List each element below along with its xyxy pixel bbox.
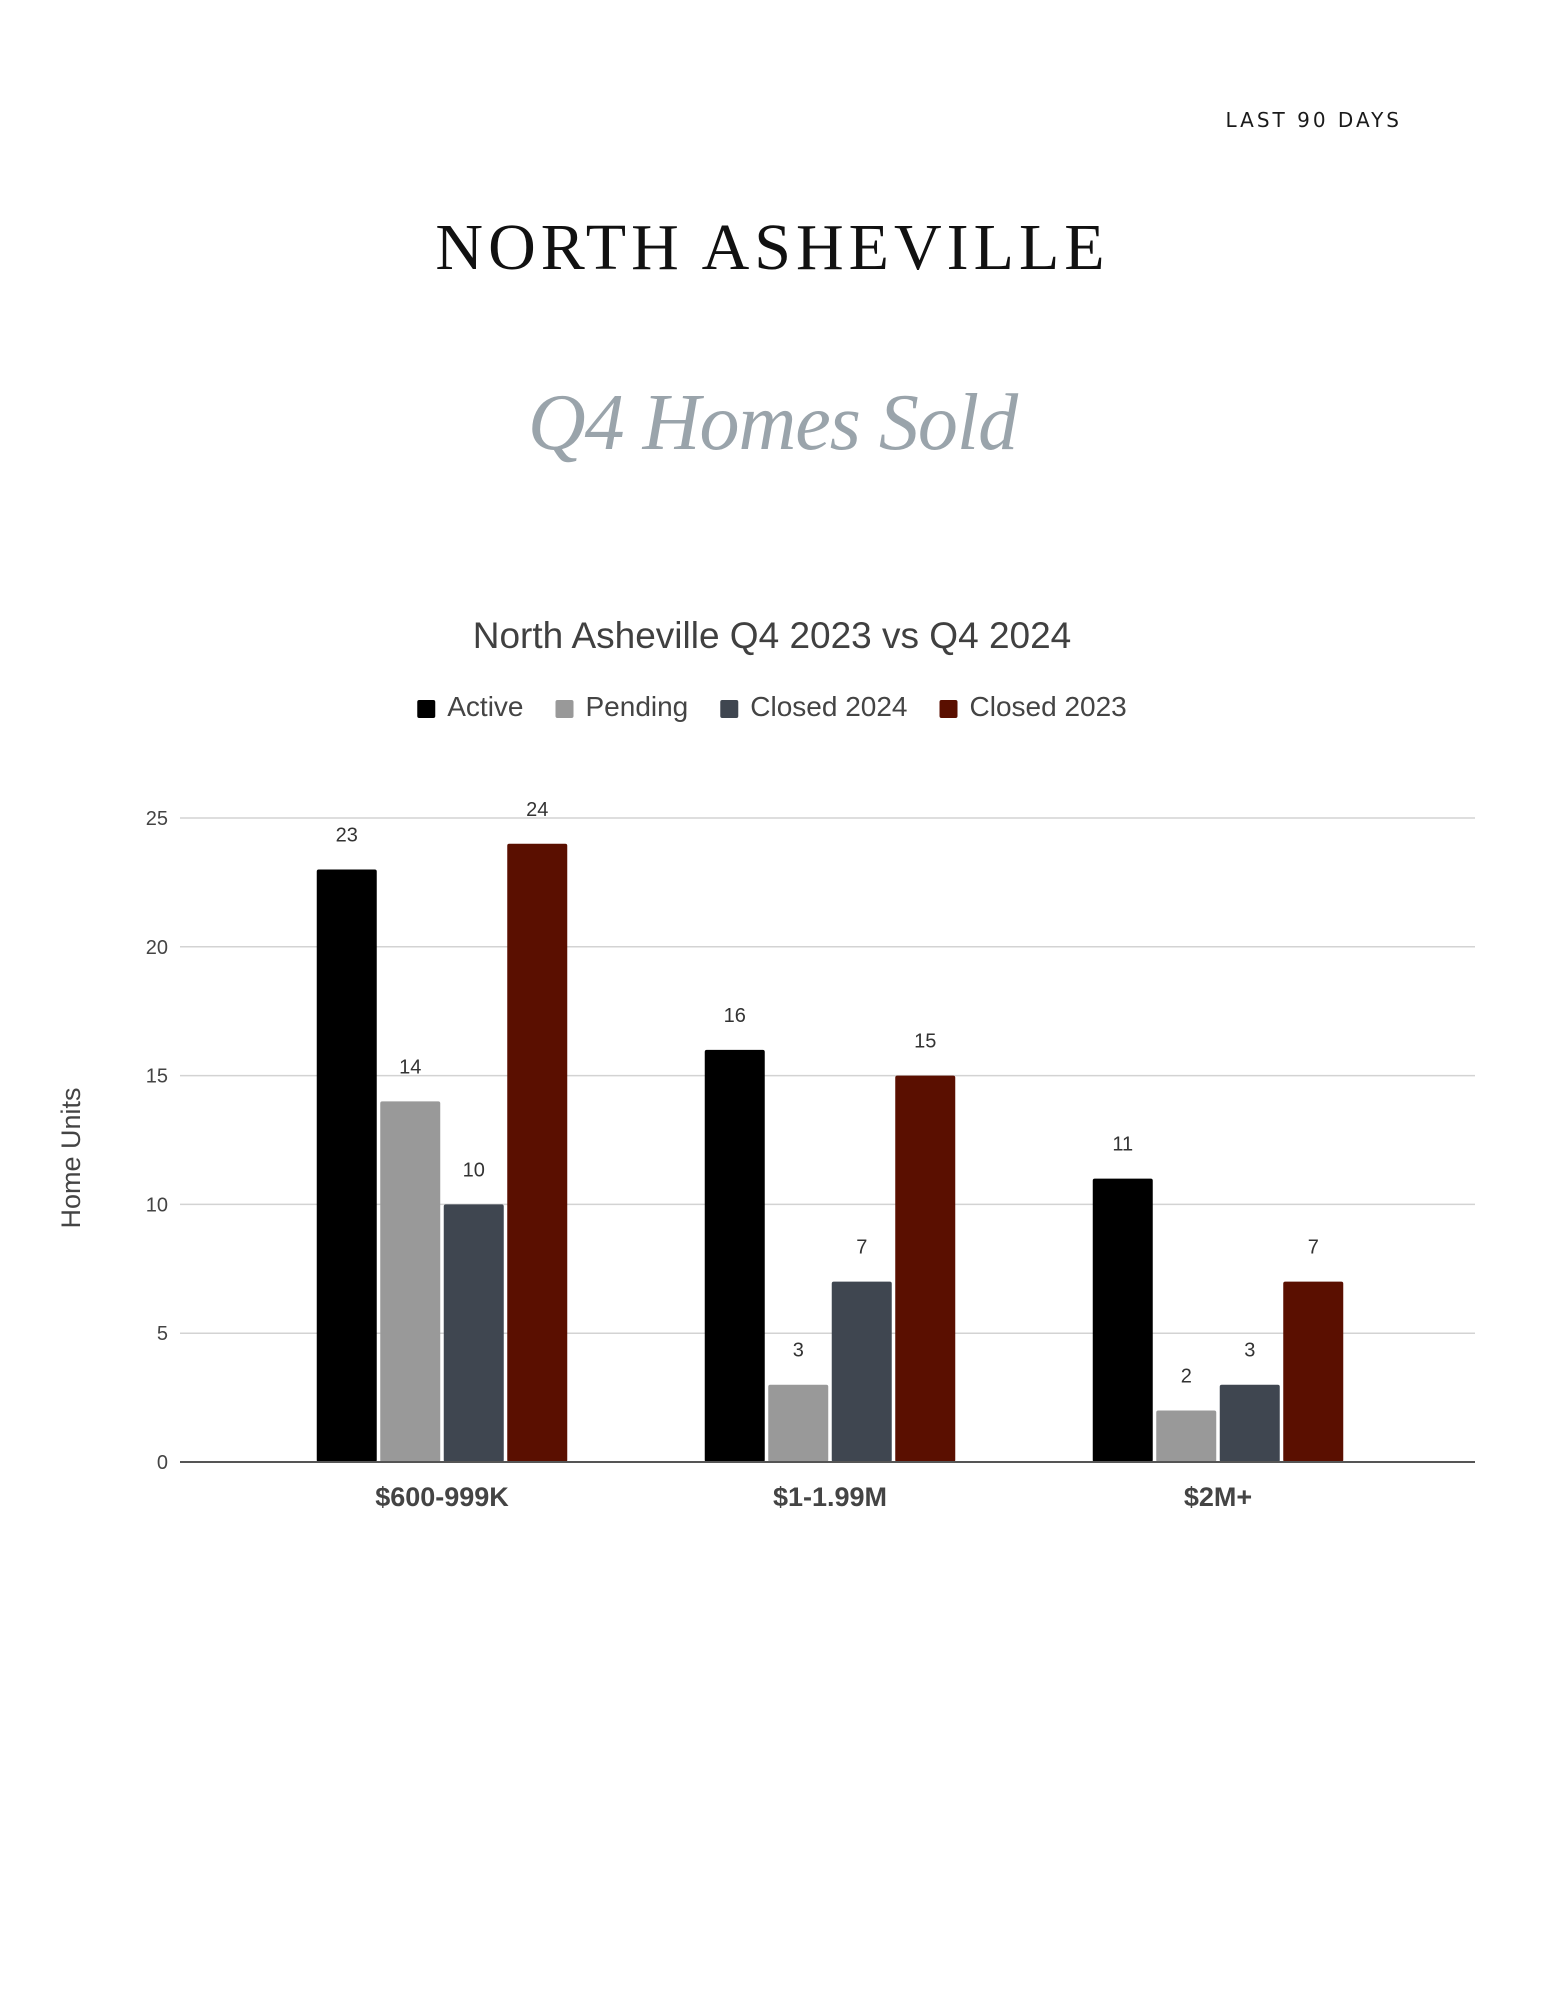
bar-value-label: 7	[1307, 1236, 1319, 1259]
y-axis-ticks	[146, 808, 168, 1474]
bar-chart	[0, 600, 1545, 1550]
bar-active	[317, 870, 377, 1462]
bar-value-label: 23	[335, 824, 358, 847]
y-tick-label: 25	[145, 808, 168, 830]
x-category-label: $600-999K	[375, 1482, 509, 1512]
y-tick-label: 20	[145, 936, 168, 959]
bar-closed-2023	[1283, 1282, 1343, 1462]
y-tick-label: 0	[156, 1452, 168, 1474]
legend-swatch	[940, 700, 958, 718]
bar-closed-2023	[507, 844, 567, 1462]
bar-value-label: 7	[856, 1236, 868, 1259]
bar-value-label: 11	[1112, 1133, 1134, 1156]
legend-label: Active	[447, 691, 524, 722]
bar-value-label: 10	[462, 1159, 485, 1182]
chart-canvas	[0, 600, 1545, 1550]
legend-label: Pending	[585, 691, 689, 722]
legend-swatch	[556, 700, 574, 718]
page-subtitle: Q4 Homes Sold	[527, 379, 1018, 467]
legend-swatch	[720, 700, 738, 718]
bar-closed-2024	[444, 1204, 504, 1462]
bar-closed-2024	[832, 1282, 892, 1462]
bar-active	[1093, 1179, 1153, 1462]
bar-value-label: 14	[399, 1056, 422, 1079]
y-tick-label: 10	[145, 1194, 168, 1217]
bar-value-label: 3	[792, 1339, 804, 1362]
bar-closed-2023	[895, 1076, 955, 1462]
legend-label: Closed 2024	[750, 691, 908, 722]
period-label: LAST 90 DAYS	[1225, 108, 1402, 132]
page-title: NORTH ASHEVILLE	[435, 211, 1110, 284]
bar-value-label: 15	[914, 1030, 937, 1053]
bar-value-label: 3	[1244, 1339, 1256, 1362]
x-category-label: $1-1.99M	[772, 1482, 888, 1512]
bar-closed-2024	[1220, 1385, 1280, 1462]
legend-swatch	[417, 700, 435, 718]
x-axis-categories	[375, 1482, 1252, 1512]
y-tick-label: 5	[156, 1323, 168, 1346]
bar-value-label: 16	[723, 1004, 746, 1027]
chart-legend	[417, 691, 1126, 722]
bar-active	[705, 1050, 765, 1462]
y-tick-label: 15	[145, 1065, 168, 1088]
legend-label: Closed 2023	[969, 691, 1127, 722]
chart-title: North Asheville Q4 2023 vs Q4 2024	[472, 615, 1072, 656]
bar-value-label: 24	[526, 798, 549, 821]
bar-pending	[768, 1385, 828, 1462]
x-category-label: $2M+	[1183, 1482, 1253, 1512]
bar-pending	[1156, 1410, 1216, 1462]
bar-pending	[380, 1101, 440, 1462]
y-axis-title: Home Units	[56, 1087, 86, 1229]
bar-value-label: 2	[1180, 1365, 1192, 1388]
